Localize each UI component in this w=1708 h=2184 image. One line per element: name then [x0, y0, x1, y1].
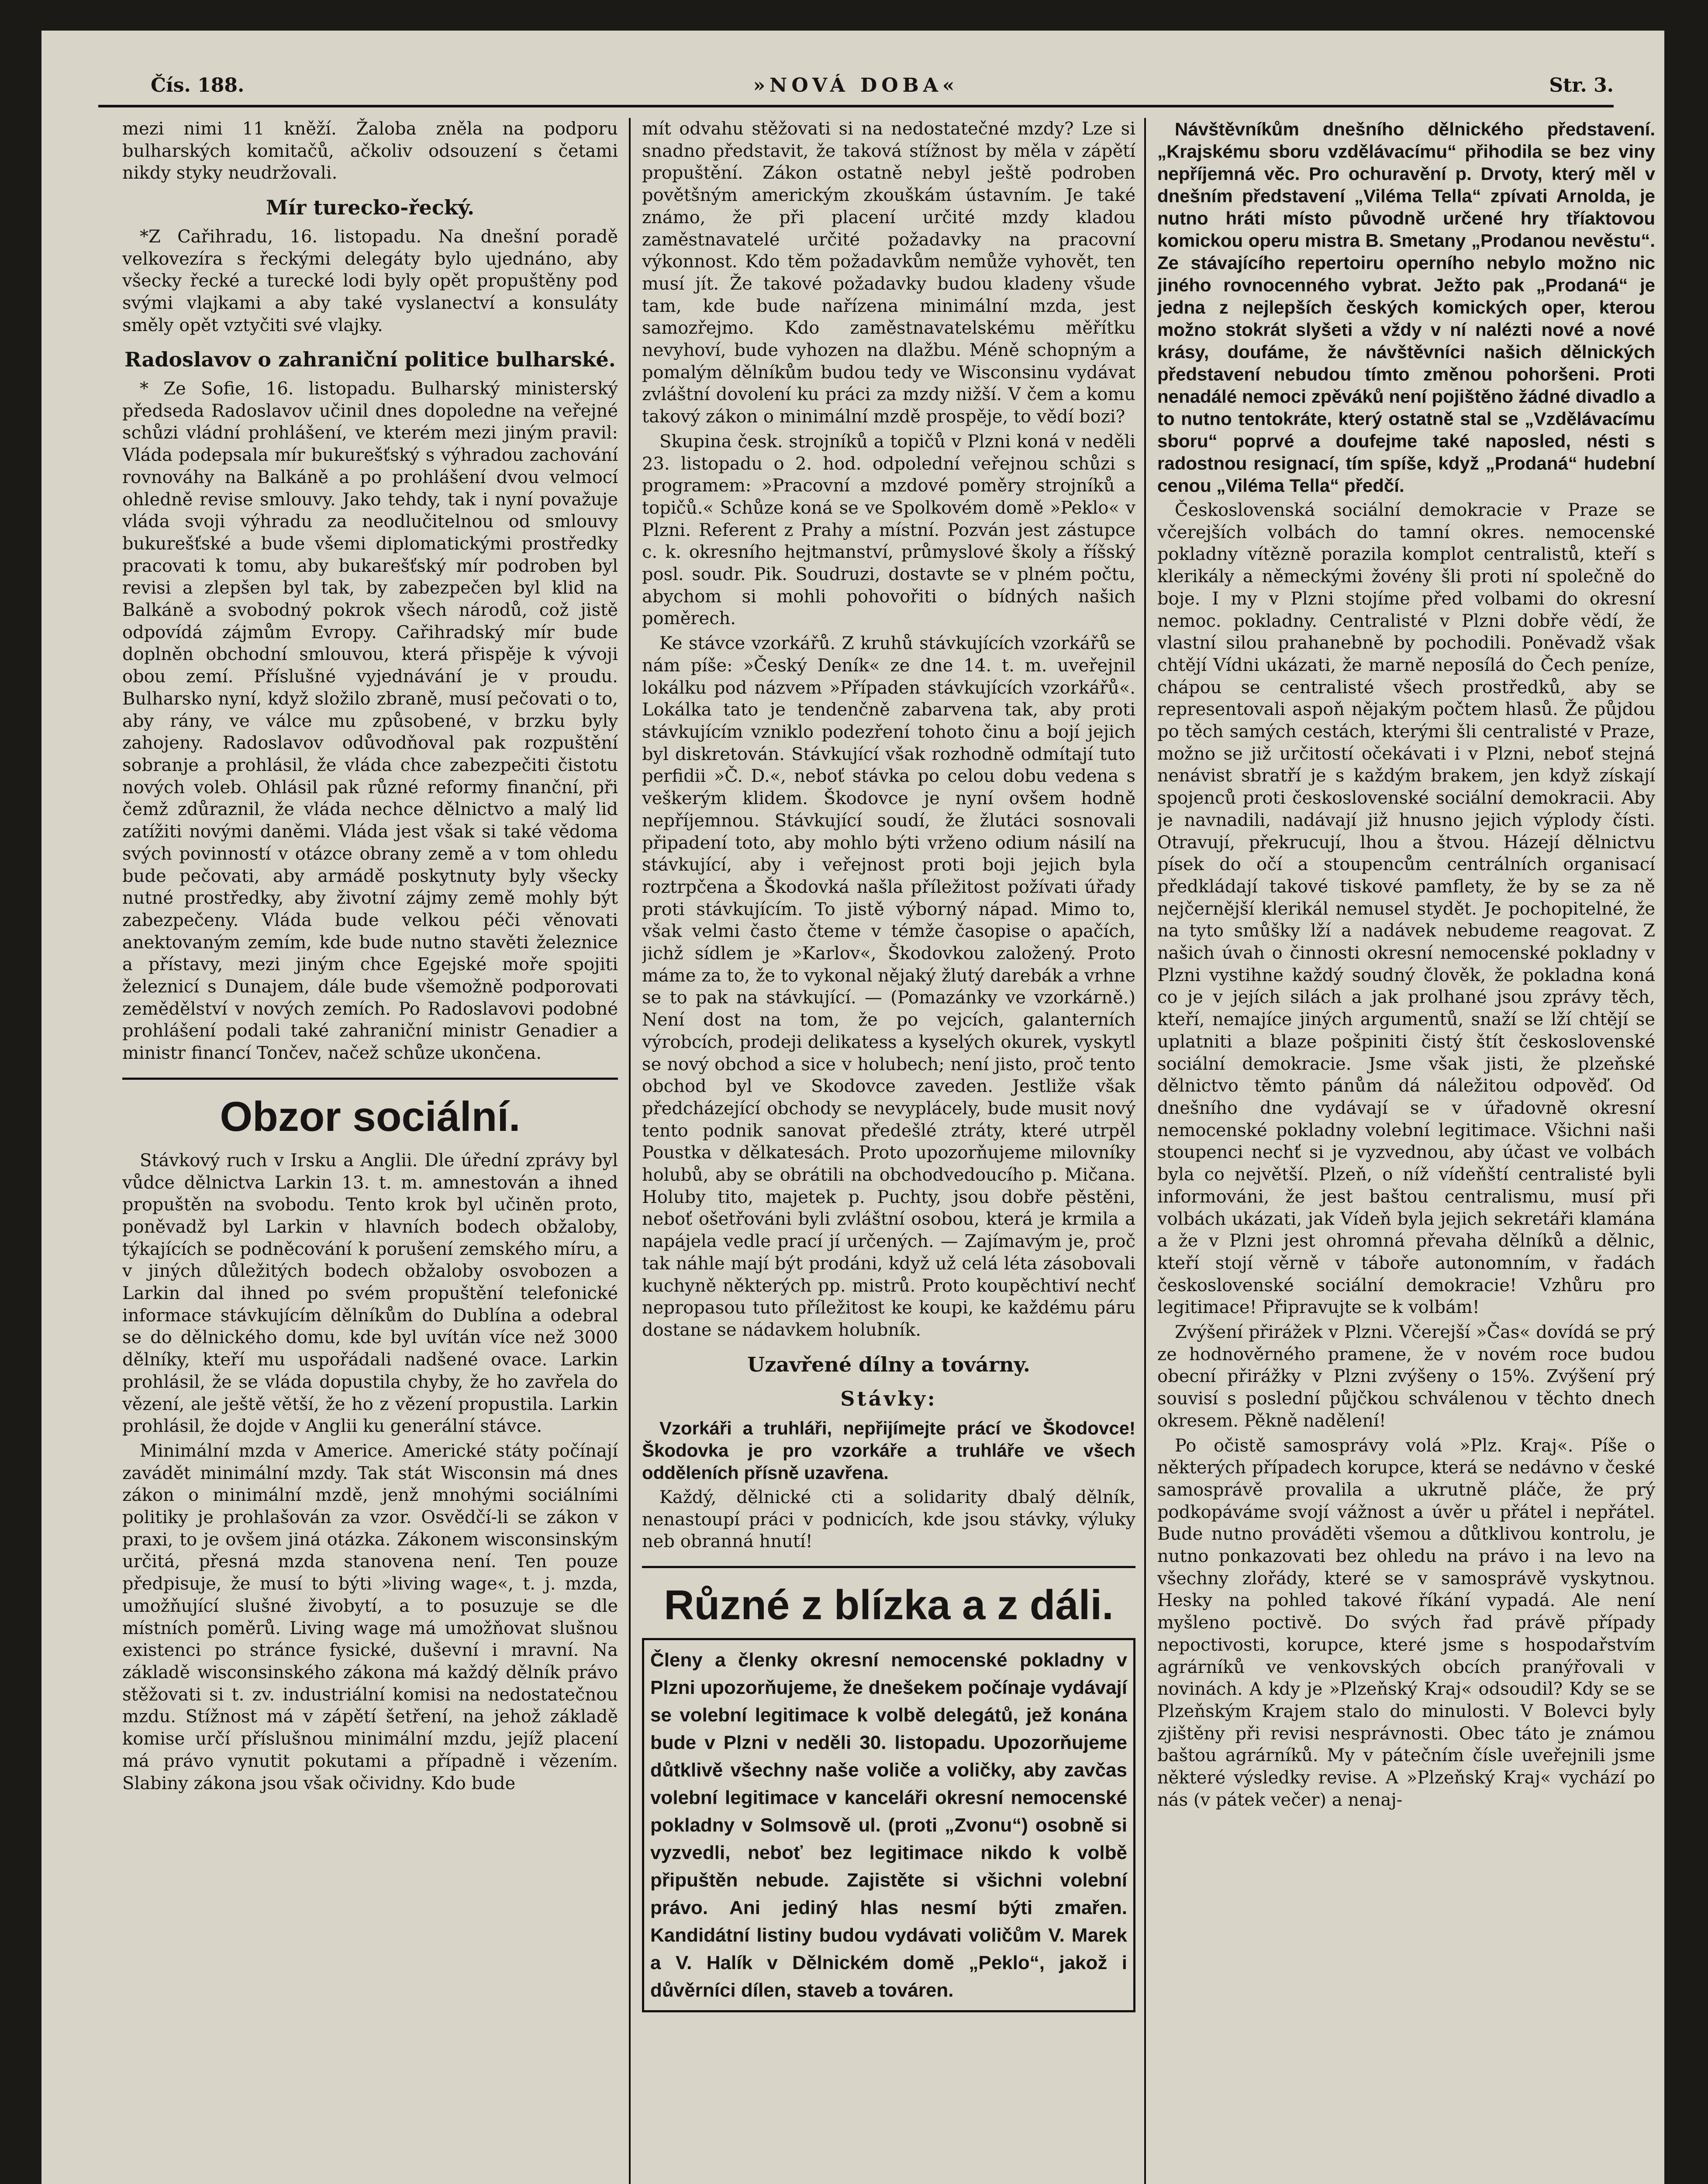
section-rule — [122, 1078, 618, 1080]
newspaper-title: »NOVÁ DOBA« — [753, 74, 959, 97]
column-3 — [1157, 118, 1655, 2184]
column-1 — [122, 118, 618, 2184]
article-text: Skupina česk. strojníků a topičů v Plzni koná v neděli 23. listopadu o 2. hod. odpolední veřejnou schůzi s programem: »Pracovní a mzdové poměry strojníků a topičů.« Schůze koná se ve Spolkovém domě »Peklo« v Plzni. Referent z Prahy a místní. Pozván jest zástupce c. k. okresního hejtmanství, průmyslové školy a říšský posl. soudr. Pik. Soudruzi, dostavte se v plném počtu, abychom si mohli pohovořiti o bídných našich poměrech. — [642, 431, 1135, 629]
page-number: Str. 3. — [1549, 74, 1614, 97]
section-heading: Různé z blízka a z dáli. — [664, 1582, 1114, 1629]
article-text: Minimální mzda v Americe. Americké státy počínají zavádět minimální mzdy. Tak stát Wisconsin má dnes zákon o minimální mzdě, jenž mnohými sociálními politiky je prohlašován za vzor. Osvědčí-li se zákon v praxi, to je ovšem jiná otázka. Zákonem wisconsinským určitá, přesná mzda stanovena není. Ten pouze předpisuje, že musí to býti »living wage«, t. j. mzda, umožňující slušné živobytí, a to posuzuje se dle místních poměrů. Living wage má umožňovat slušnou existenci po stránce fysické, duševní i mravní. Na základě wisconsinského zákona má každý dělník právo stěžovati si t. zv. industriální komisi na nedostatečnou mzdu. Stížnost má v zápětí šetření, na jehož základě komise určí příslušnou minimální mzdu, jejíž placení má právo vynutit pokutami a případně i vězením. Slabiny zákona jsou však očividny. Kdo bude — [122, 1441, 618, 1794]
notice-text: Vzorkáři a truhláři, nepřijímejte prácí ve Škodovce! Škodovka je pro vzorkáře a truhláře ve všech odděleních přísně uzavřena. — [642, 1418, 1135, 1483]
article-text: mít odvahu stěžovati si na nedostatečné mzdy? Lze si snadno představit, že taková stížnost by měla v zápětí propuštění. Zákon ostatně nebyl ještě podroben povětšným americkým zkouškám ústavním. Je také známo, že při placení určité mzdy kladou zaměstnavatelé určité požadavky na pracovní výkonnost. Kdo těm požadavkům nemůže vyhovět, ten musí jít. Že takové požadavky budou kladeny všude tam, kde bude nařízena minimální mzda, jest samozřejmo. Kdo zaměstnavatelskému měřítku nevyhoví, bude vyhozen na dlažbu. Méně schopným a pomalým dělníkům budou tedy ve Wisconsinu vydávat zvláštní dovolení ku práci za mzdy nižší. V čem a komu takový zákon o minimální mzdě prospěje, to vědí bozi? — [642, 119, 1135, 427]
article-heading: Uzavřené dílny a továrny. — [747, 1352, 1030, 1376]
newspaper-page — [41, 31, 1664, 2184]
article-text: Československá sociální demokracie v Praze se včerejších volbách do tamní okres. nemocenské pokladny vítězně porazila komplot centralistů, kteří s klerikály a německými žovény šli proti ní společně do boje. I my v Plzni stojíme před volbami do okresní nemoc. pokladny. Centralisté v Plzni dobře vědí, že vlastní silou prahanebně by pochodili. Poněvadž však chtějí Vídni ukázati, že marně neposílá do Čech peníze, chápou se centralisté všech prostředků, aby se representovali aspoň nějakým počtem hlasů. Že půjdou po těch samých cestách, kterými šli centralisté v Praze, možno se již určitostí očekávati i v Plzni, neboť stejná nenávist sbratří je s každým brakem, jen když získají spojenců proti československé sociální demokracii. Aby je navnadili, nadávají již hnusno jejich výplody čísti. Otravují, překrucují, lhou a štvou. Házejí dělnictvu písek do očí a stoupencům centrálních organisací předkládají takové tiskové pamflety, že by se za ně nejčernější klerikál nemusel stydět. Je pochopitelné, že na tyto smůšky lží a nadávek nebudeme reagovat. Z našich úvah o činnosti okresní nemocenské pokladny v Plzni vystihne každý soudný člověk, že pokladna koná co je v jejích silách a jak prolhané jsou zprávy těch, kteří, nemajíce jiných argumentů, snaží se lží chtějí se uplatniti a blaze pošpiniti čistý štít československé sociální demokracie. Jsme však jisti, že plzeňské dělnictvo těmto pánům dá náležitou odpověď. Od dnešního dne vydávají se v úřadovně okresní nemocenské pokladny volební legitimace. Všichni naši stoupenci nechť si je vyzvednou, aby účast ve volbách byla co největší. Plzeň, o níž vídeňští centralisté byli informováni, že jest baštou centralismu, musí při volbách ukázati, jak Vídeň byla jejich sekretáři klamána a že v Plzni jest ohromná převaha dělníků a dělnic, kteří stojí věrně v táboře autonomním, v řadách československé sociální demokracie! Vzhůru pro legitimace! Připravujte se k volbám! — [1157, 500, 1655, 1318]
article-subheading: Stávky: — [840, 1387, 937, 1411]
article-text: Každý, dělnické cti a solidarity dbalý dělník, nenastoupí práci v podnicích, kde jsou stávky, výluky neb obranná hnutí! — [642, 1487, 1135, 1552]
column-divider — [629, 118, 631, 2184]
article-text: Zvýšení přirážek v Plzni. Včerejší »Čas« dovídá se prý ze hodnověrného pramene, že v novém roce budou obecní přirážky v Plzni zvýšeny o 15%. Zvýšení prý souvisí s poslední půjčkou schválenou v těchto dnech okresem. Pěkně nadělení! — [1157, 1322, 1655, 1431]
page-header — [98, 48, 1614, 105]
article-heading: Mír turecko-řecký. — [266, 196, 475, 220]
article-text: * Ze Sofie, 16. listopadu. Bulharský ministerský předseda Radoslavov učinil dnes dopoledne na veřejné schůzi vládní prohlášení, ve kterém mezi jiným pravil: Vláda podepsala mír bukurešťský s výhradou zachování rovnováhy na Balkáně a po prohlášení dvou velmocí ohledně revise smlouvy. Jako tehdy, tak i nyní považuje vláda svoji výhradu za neodlučitelnou od smlouvy bukurešťské a bude všemi diplomatickými prostředky pracovati k tomu, aby bukarešťský mír podroben byl revisi a zlepšen byl tak, by zabezpečen byl klid na Balkáně a svobodný pokrok všech národů, což jistě odpovídá zájmům Evropy. Cařihradský mír bude doplněn obchodní smlouvou, která přispěje k vývoji obou zemí. Příslušné vyjednávání je v proudu. Bulharsko nyní, když složilo zbraně, musí pečovati o to, aby rány, ve válce mu způsobené, v brzku byly zahojeny. Radoslavov odůvodňoval pak rozpuštění sobranje a prohlásil, že vláda chce zabezpečiti čistotu nových voleb. Ohlásil pak různé reformy finanční, při čemž zdůraznil, že vláda nechce dělnictvo a malý lid zatížiti novými daněmi. Vláda jest však si také vědoma svých povinností v otázce obrany země a v tom ohledu bude pečovati, aby armádě poskytnuty byly všecky nutné prostředky, aby životní zájmy země mohly být zabezpečeny. Vláda bude velkou péči věnovati anektovaným zemím, kde bude nutno stavěti železnice a přístavy, mezi jiným chce Egejské moře spojiti železnicí s Dunajem, dále bude všemožně podporovati zemědělství v nových zemích. Po Radoslavovi podobné prohlášení podali také zahraniční ministr Genadier a ministr financí Tončev, načež schůze ukončena. — [122, 379, 618, 1064]
article-text: *Z Cařihradu, 16. listopadu. Na dnešní poradě velkovezíra s řeckými delegáty bylo ujednáno, aby všecky řecké a turecké lodi byly opět propuštěny pod svými vlajkami a aby také vyslanectví a konsuláty směly opět vztyčiti své vlajky. — [122, 226, 618, 335]
article-text: Ke stávce vzorkářů. Z kruhů stávkujících vzorkářů se nám píše: »Český Deník« ze dne 14. t. m. uveřejnil lokálku pod názvem »Případen stávkujících vzorkářů«. Lokálka tato je tendenčně zabarvena tak, aby proti stávkujícím vzniklo podezření tohoto činu a bojí jejich byl diskretován. Stávkující však rozhodně odmítají tuto perfidii »Č. D.«, neboť stávka po celou dobu vedena s veškerým klidem. Škodovce je nyní ovšem hodně nepříjemnou. Stávkující soudí, že žlutáci sosnovali připadení toto, aby mohlo býti vrženo odium násilí na stávkující, aby i veřejnost proti boji jejich byla roztrpčena a Škodovká našla příležitost požívati úřady proti stávkujícím. To jistě výborný nápad. Mimo to, však velmi často čteme v témže časopise o apačích, jichž sídlem je »Karlov«, Škodovkou založený. Proto máme za to, že to vykonal nějaký žlutý darebák a vrhne se to pak na stávkující. — (Pomazánky ve vzorkárně.) Není dost na tom, že po vejcích, galanterních výrobcích, prodeji delikatess a kyselých okurek, vyskytl se nový obchod a sice v holubech; není jisto, proč tento obchod byl ve Skodovce zaveden. Jestliže však předcházející obchody se nevyplácely, bude musit nový tento podnik sanovat předešlé ztráty, které utrpěl Poustka v dělkatesách. Proto upozorňujeme milovníky holubů, aby se obrátili na obchodvedoucího p. Mičana. Holuby tito, majetek p. Puchty, jsou dobře pěstěni, neboť ošetřováni byli zvláštní osobou, která je krmila a napájela vedle prací jí určených. — Zajímavým je, proč tak náhle mají být prodáni, když už celá léta zásobovali kuchyně některých pp. mistrů. Proto koupěchtiví nechť nepropasou tuto příležitost ke koupi, ke každému páru dostane se nádavkem holubník. — [642, 633, 1135, 1340]
column-2 — [642, 118, 1135, 2184]
section-heading: Obzor sociální. — [220, 1093, 521, 1140]
column-divider — [1144, 118, 1146, 2184]
article-text: Po očistě samosprávy volá »Plz. Kraj«. Píše o některých případech korupce, která se nedávno v české samosprávě provalila a ukrutně pláče, že prý podkopáváme svojí vážnost a úvěr u přátel i nepřátel. Bude nutno prováděti všemou a důtklivou kontrolu, je nutno ponkazovati bez ohledu na právo i na levo na všechny zlořády, které se v samosprávě vyskytnou. Hesky na pohled takové říkání vypadá. Ale není myšleno poctivě. Do svých řad právě případy nepoctivosti, korupce, které jsme s hospodařstvím agrárníků ve venkovských obcích pranýřovali v novinách. A kdy je »Plzeňský Kraj« odsoudil? Kdy se se Plzeňským Krajem stalo do minulosti. V Bolevci byly zjištěny při revisi nesprávnosti. Obec táto je známou baštou agrárníků. My v pátečním čísle uveřejnili jsme některé výsledky revise. A »Plzeňský Kraj« vychází po nás (v pátek večer) a nenaj- — [1157, 1435, 1655, 1810]
article-text: mezi nimi 11 kněží. Žaloba zněla na podporu bulharských komitačů, ačkoliv odsouzení s četami nikdy styky neudržovali. — [122, 119, 618, 183]
article-text: Stávkový ruch v Irsku a Anglii. Dle úřední zprávy byl vůdce dělnictva Larkin 13. t. m. amnestován a ihned propuštěn na svobodu. Tento krok byl učiněn proto, poněvadž byl Larkin v hlavních bodech obžaloby, týkajících se podněcování k porušení zemského míru, a v jiných důležitých bodech obžaloby osvobozen a Larkin dal ihned po svém propuštění telefonické informace stávkujícím dělníkům do Dublína a odebral se do dělnického domu, kde byl uvítán více než 3000 dělníky, kteří mu uspořádali nadšené ovace. Larkin prohlásil, že se vláda dopustila chyby, že ho zavřela do vězení, ale ještě větší, že ho z vězení propustila. Larkin prohlásil, že dojde v Anglii ku generální stávce. — [122, 1150, 618, 1437]
issue-number: Čís. 188. — [151, 74, 245, 97]
header-rule — [98, 105, 1614, 107]
notice-text: Návštěvníkům dnešního dělnického představení. „Krajskému sboru vzdělávacímu“ přihodila se bez viny nepříjemná věc. Pro ochuravění p. Drvoty, který měl v dnešním představení „Viléma Tella“ zpívati Arnolda, je nutno hráti místo původně určené hry tříaktovou komickou operu mistra B. Smetany „Prodanou nevěstu“. Ze stávajícího repertoiru operního nebylo možno nic jiného rovnocenného vybrat. Ježto pak „Prodaná“ je jedna z nejlepších českých komických oper, kterou možno stokrát slyšeti a vždy v ní nalézti nové a nové krásy, doufáme, že návštěvníci našich dělnických představení nebudou tímto změnou pohoršeni. Proti nenadálé nemoci zpěváků není pojištěno žádné divadlo a to nutno tentokráte, který ostatně stal se „Vzdělávacímu sboru“ poprvé a doufejme také naposled, nésti s radostnou resignací, tím spíše, když „Prodaná“ hudební cenou „Viléma Tella“ předčí. — [1157, 119, 1655, 496]
article-heading: Radoslavov o zahraniční politice bulharské. — [124, 348, 616, 372]
boxed-notice: Členy a členky okresní nemocenské pokladny v Plzni upozorňujeme, že dnešekem počínaje vydávají se volební legitimace k volbě delegátů, jež konána bude v Plzni v neděli 30. listopadu. Upozorňujeme důtklivě všechny naše voliče a voličky, aby zavčas volební legitimace v kanceláři okresní nemocenské pokladny v Solmsově ul. (proti „Zvonu“) osobně si vyzvedli, neboť bez legitimace nikdo k volbě připuštěn nebude. Zajistěte si všichni volební právo. Ani jediný hlas nesmí býti zmařen. Kandidátní listiny budou vydávati voličům V. Marek a V. Halík v Dělnickém domě „Peklo“, jakož i důvěrníci dílen, staveb a továren. — [642, 1638, 1135, 2012]
section-rule — [642, 1566, 1135, 1568]
